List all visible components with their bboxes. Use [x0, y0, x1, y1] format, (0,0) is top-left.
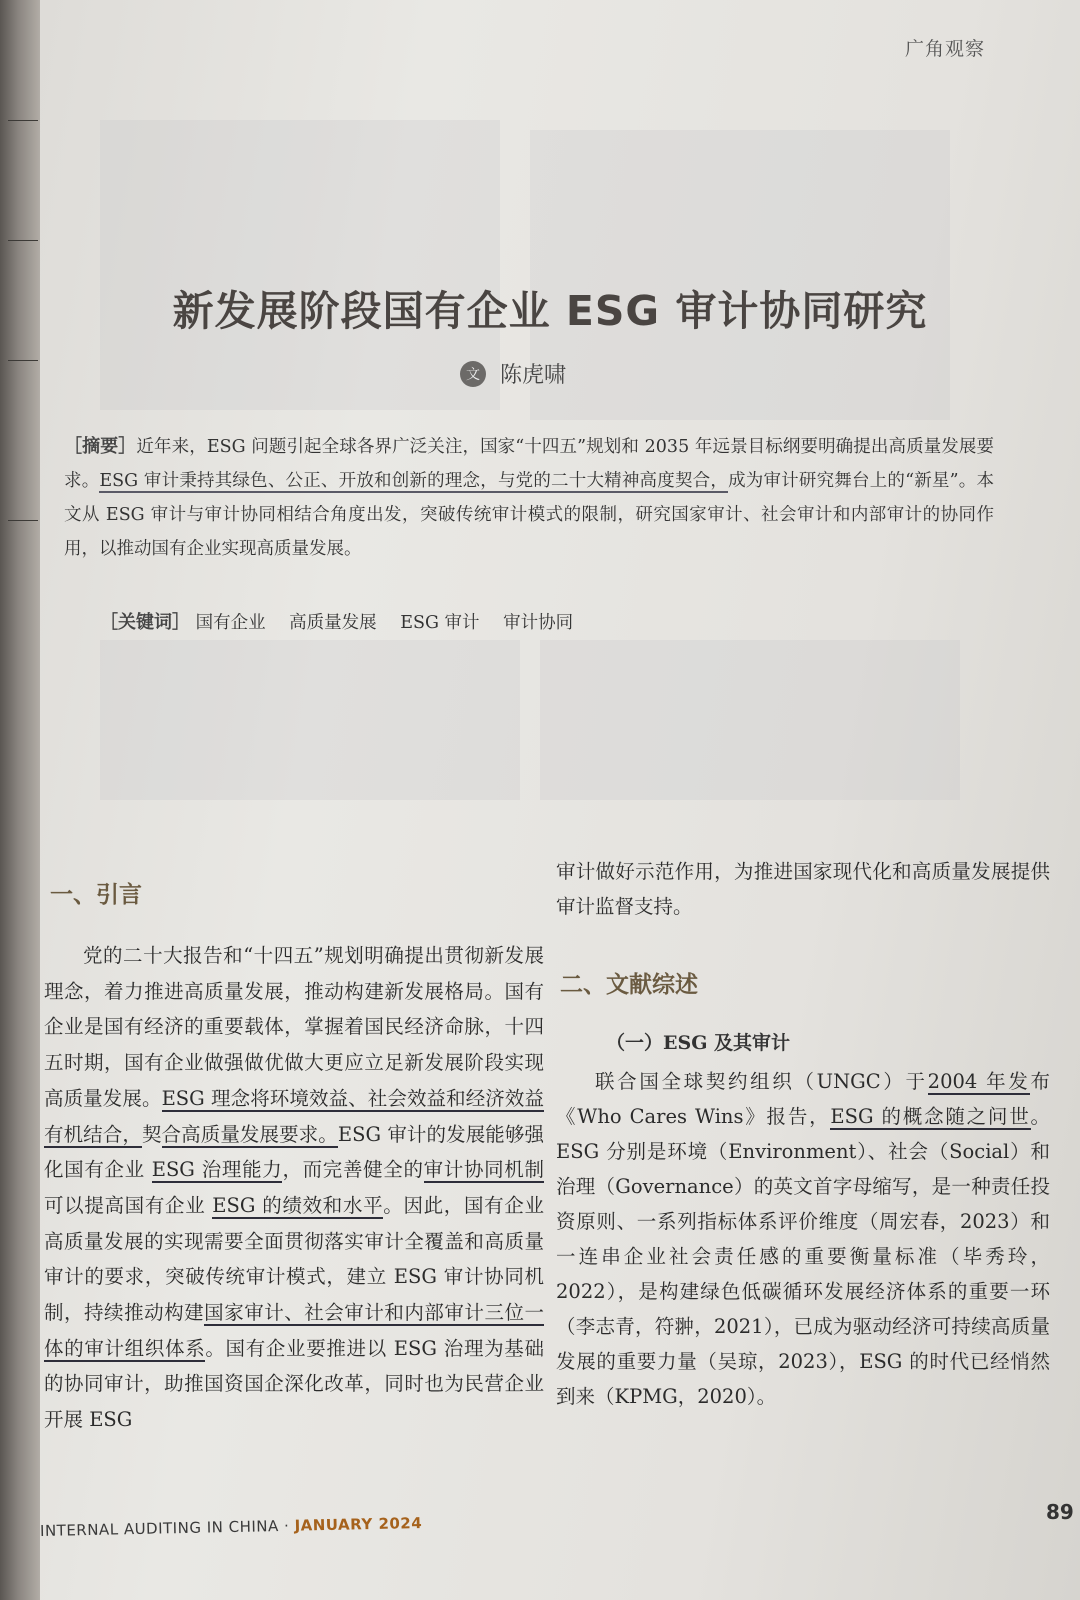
body-text: ESG 审计的发展能够强化国有企业: [44, 1122, 544, 1182]
introduction-body: [44, 938, 544, 1438]
keyword: 国有企业: [195, 613, 266, 633]
abstract-text: 近年来，ESG 问题引起全球各界广泛关注，国家“十四五”规划和 2035 年远景目标纲要明确提出高质量发展要求。: [64, 437, 995, 491]
keyword: ESG 审计: [400, 613, 480, 633]
keywords: [100, 608, 591, 634]
underlined-text: 合高质量发展要求。: [161, 1122, 338, 1146]
introduction-continued: [556, 854, 1050, 924]
page-edge-line: [8, 120, 38, 121]
body-text: 联合国全球契约组织（UNGC）于: [595, 1070, 928, 1093]
page-edge-line: [8, 240, 38, 241]
underlined-text: ESG 的概念随之问世: [830, 1105, 1031, 1128]
section-heading-introduction: 一、引言: [50, 882, 142, 908]
page-edge-line: [8, 520, 38, 521]
abstract-label: ［摘要］: [64, 436, 137, 457]
underlined-text: 国家审计、社会审计和内部审计三位一体的审计组织体系: [44, 1301, 544, 1360]
body-text: 。因此，国有企业高质量发展的实现需要全面贯彻落实审计全覆盖和高质量审计的要求，突破传统审计模式，建立 ESG 审计协同机制，持续推动构建: [44, 1193, 544, 1325]
underlined-text: 2004 年发: [927, 1070, 1031, 1093]
keyword: 审计协同: [503, 613, 574, 633]
keyword: 高质量发展: [289, 613, 377, 633]
keywords-label: ［关键词］: [100, 612, 190, 633]
literature-review-body: [556, 1064, 1050, 1414]
body-text: 布《Who Cares Wins》报告，: [556, 1070, 1050, 1128]
body-text: ，而完善健全的: [282, 1158, 424, 1182]
bleed-through-area: [540, 640, 960, 800]
subsection-heading: （一）ESG 及其审计: [606, 1032, 791, 1054]
bleed-through-area: [530, 130, 950, 420]
section-tag: 广角观察: [905, 38, 986, 60]
page-edge-line: [8, 360, 38, 361]
paragraph: [44, 938, 544, 1438]
underlined-text: ESG 理念将环境效益、社会效益和经济效益有机结合，: [44, 1086, 544, 1146]
body-text: 。国有企业要推进以 ESG 治理为基础的协同审计，助推国资国企深化改革，同时也为民营企业开展 ESG: [44, 1336, 544, 1432]
bleed-through-area: [100, 120, 500, 410]
article-title: 新发展阶段国有企业 ESG 审计协同研究: [172, 287, 928, 335]
abstract-text: 成为审计研究舞台上的“新星”。本文从 ESG 审计与审计协同相结合角度出发，突破传统审计模式的限制，研究国家审计、社会审计和内部审计的协同作用，以推动国有企业实现高质量发展。: [64, 471, 994, 559]
body-text: 可以提高国有企业: [44, 1193, 213, 1217]
abstract-underlined-text: ESG 审计秉持其绿色、公正、开放和创新的理念，与党的二十大精神高度契合，: [99, 471, 729, 491]
section-heading-literature-review: 二、文献综述: [560, 972, 698, 998]
journal-name: INTERNAL AUDITING IN CHINA ·: [39, 1516, 295, 1541]
paragraph: 审计做好示范作用，为推进国家现代化和高质量发展提供审计监督支持。: [556, 860, 1050, 918]
bleed-through-area: [100, 640, 520, 800]
byline: [460, 358, 566, 389]
body-text: 。ESG 分别是环境（Environment）、社会（Social）和治理（Governance）的英文首字母缩写，是一种责任投资原则、一系列指标体系评价维度（周宏春，2023）和一连串企业社会责任感的重要衡量标准（毕秀玲，2022），是构建绿色低碳循环发展经济体系的重要一环（李志青，符翀，2021），已成为驱动经济可持续高质量发展的重要力量（吴琼，2023），ESG 的时代已经悄然到来（KPMG，2020）。: [556, 1105, 1051, 1408]
abstract: [64, 430, 994, 566]
page-number: 89: [1046, 1500, 1074, 1524]
underlined-text: 审计协同机制: [423, 1158, 544, 1182]
underlined-text: ESG 的绩效和水平: [212, 1193, 384, 1217]
body-text: 党的二十大报告和“十四五”规划明确提出贯彻新发展理念，着力推进高质量发展，推动构建新发展格局。国有企业是国有经济的重要载体，掌握着国民经济命脉，十四五时期，国有企业做强做优做大更应立足新发展阶段实现高质量发展。: [44, 944, 544, 1110]
byline-badge: 文: [460, 361, 486, 387]
underlined-text: ESG 治理能力: [151, 1158, 283, 1182]
body-text: 契: [141, 1122, 162, 1146]
issue-date: JANUARY 2024: [294, 1513, 423, 1535]
paragraph: [556, 1064, 1050, 1414]
author-name: 陈虎啸: [500, 363, 567, 388]
